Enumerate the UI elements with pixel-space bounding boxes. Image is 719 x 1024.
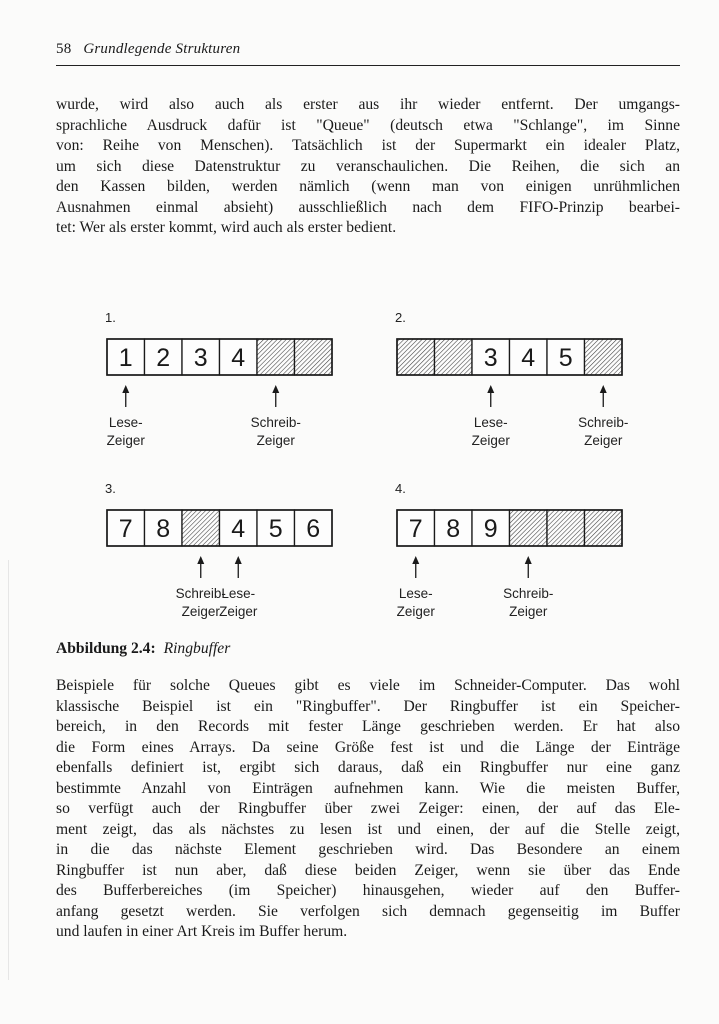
text-line: und laufen in einer Art Kreis im Buffer herum. [56,923,348,940]
text-line: anfang gesetzt werden. Sie verfolgen sich demnach gegenseitig im Buffer [56,902,680,920]
buffer-cell [585,339,623,375]
panel-label: 2. [395,310,406,325]
chapter-title: Grundlegende Strukturen [83,41,241,57]
pointer-arrow-head [122,385,129,393]
text-line: klassische Beispiel ist ein "Ringbuffer". Der Ringbuffer ist ein Speicher- [56,697,680,715]
figure-caption [56,640,230,658]
text-line: die Form eines Arrays. Da seine Größe fest ist und die Länge der Einträge [56,738,680,756]
pointer-label: Schreib- [250,415,301,430]
pointer-arrow-head [487,385,494,393]
text-line: sprachliche Ausdruck dafür ist "Queue" (deutsch etwa "Schlange", im Sinne [56,116,680,134]
buffer-cell-value: 5 [558,344,573,372]
text-line: in die das nächste Element geschrieben wird. Das Besondere an einem [56,841,680,858]
buffer-cell-value: 2 [156,344,171,372]
pointer-arrow-head [235,556,242,564]
caption-text: Ringbuffer [163,640,231,657]
text-line: Beispiele für solche Queues gibt es viele im Schneider-Computer. Das wohl [56,677,680,694]
text-line: Ringbuffer ist nun aber, daß diese beiden Zeiger, wenn sie über das Ende [56,861,680,879]
buffer-cell [295,339,333,375]
text-line: Ausnahmen einmal absieht) ausschließlich nach dem FIFO-Prinzip bearbei- [56,198,680,216]
pointer-arrow-head [600,385,607,393]
buffer-cell [435,339,473,375]
panel-label: 4. [395,481,406,496]
buffer-cell [547,510,585,546]
pointer-label: Zeiger [396,604,435,619]
ringbuffer-figure [90,300,650,620]
buffer-cell [585,510,623,546]
paragraph-intro [56,95,680,239]
page-edge-shadow [8,560,9,980]
buffer-cell-value: 3 [193,344,208,372]
pointer-label: Lese- [108,415,143,430]
buffer-cell-value: 8 [446,515,461,543]
pointer-label: Lese- [473,415,508,430]
buffer-cell-value: 6 [306,515,321,543]
buffer-cell-value: 5 [268,515,283,543]
text-line: bereich, in den Records mit fester Länge geschrieben werden. Er hat also [56,718,680,735]
buffer-cell-value: 1 [118,344,133,372]
pointer-label: Zeiger [471,433,510,448]
buffer-cell-value: 7 [408,515,423,543]
buffer-cell [397,339,435,375]
buffer-cell-value: 8 [156,515,171,543]
text-line: um sich diese Datenstruktur zu veranschaulichen. Die Reihen, die sich an [56,157,680,175]
buffer-cell [510,510,548,546]
header-rule [56,65,680,66]
running-header [56,41,680,58]
buffer-cell-value: 3 [483,344,498,372]
text-line: tet: Wer als erster kommt, wird auch als erster bedient. [56,219,397,236]
ringbuffer-diagram [90,300,650,620]
pointer-label: Lese- [398,586,433,601]
buffer-cell-value: 4 [231,515,246,543]
text-line: ebenfalls definiert ist, ergibt sich daraus, daß ein Ringbuffer nur eine ganz [56,759,680,776]
text-line: von: Reihe von Menschen). Tatsächlich ist der Supermarkt ein idealer Platz, [56,137,680,154]
buffer-cell-value: 9 [483,515,498,543]
caption-label: Abbildung 2.4: [56,640,156,657]
pointer-label: Schreib- [175,586,226,601]
pointer-label: Zeiger [219,604,258,619]
pointer-label: Zeiger [256,433,295,448]
buffer-cell [182,510,220,546]
pointer-label: Zeiger [584,433,623,448]
pointer-label: Lese- [221,586,256,601]
panel-label: 3. [105,481,116,496]
buffer-cell-value: 4 [521,344,536,372]
pointer-arrow-head [197,556,204,564]
pointer-label: Schreib- [503,586,554,601]
text-line: wurde, wird also auch als erster aus ihr wieder entfernt. Der umgangs- [56,96,680,113]
panel-label: 1. [105,310,116,325]
buffer-cell-value: 7 [118,515,133,543]
pointer-label: Zeiger [509,604,548,619]
pointer-label: Zeiger [106,433,145,448]
text-line: den Kassen bilden, werden nämlich (wenn man von einigen unrühmlichen [56,178,680,195]
pointer-label: Zeiger [181,604,220,619]
pointer-arrow-head [412,556,419,564]
pointer-arrow-head [525,556,532,564]
buffer-cell [257,339,295,375]
pointer-arrow-head [272,385,279,393]
text-line: des Bufferbereiches (im Speicher) hinausgehen, wieder auf den Buffer- [56,882,680,899]
page-number: 58 [56,41,72,57]
text-line: so verfügt auch der Ringbuffer über zwei Zeiger: einen, der auf das Ele- [56,800,680,817]
paragraph-ringbuffer [56,676,680,943]
text-line: bestimmte Anzahl von Einträgen aufnehmen kann. Wie die meisten Buffer, [56,779,680,797]
text-line: ment zeigt, das als nächstes zu lesen ist und einen, der auf die Stelle zeigt, [56,820,680,838]
buffer-cell-value: 4 [231,344,246,372]
pointer-label: Schreib- [578,415,629,430]
